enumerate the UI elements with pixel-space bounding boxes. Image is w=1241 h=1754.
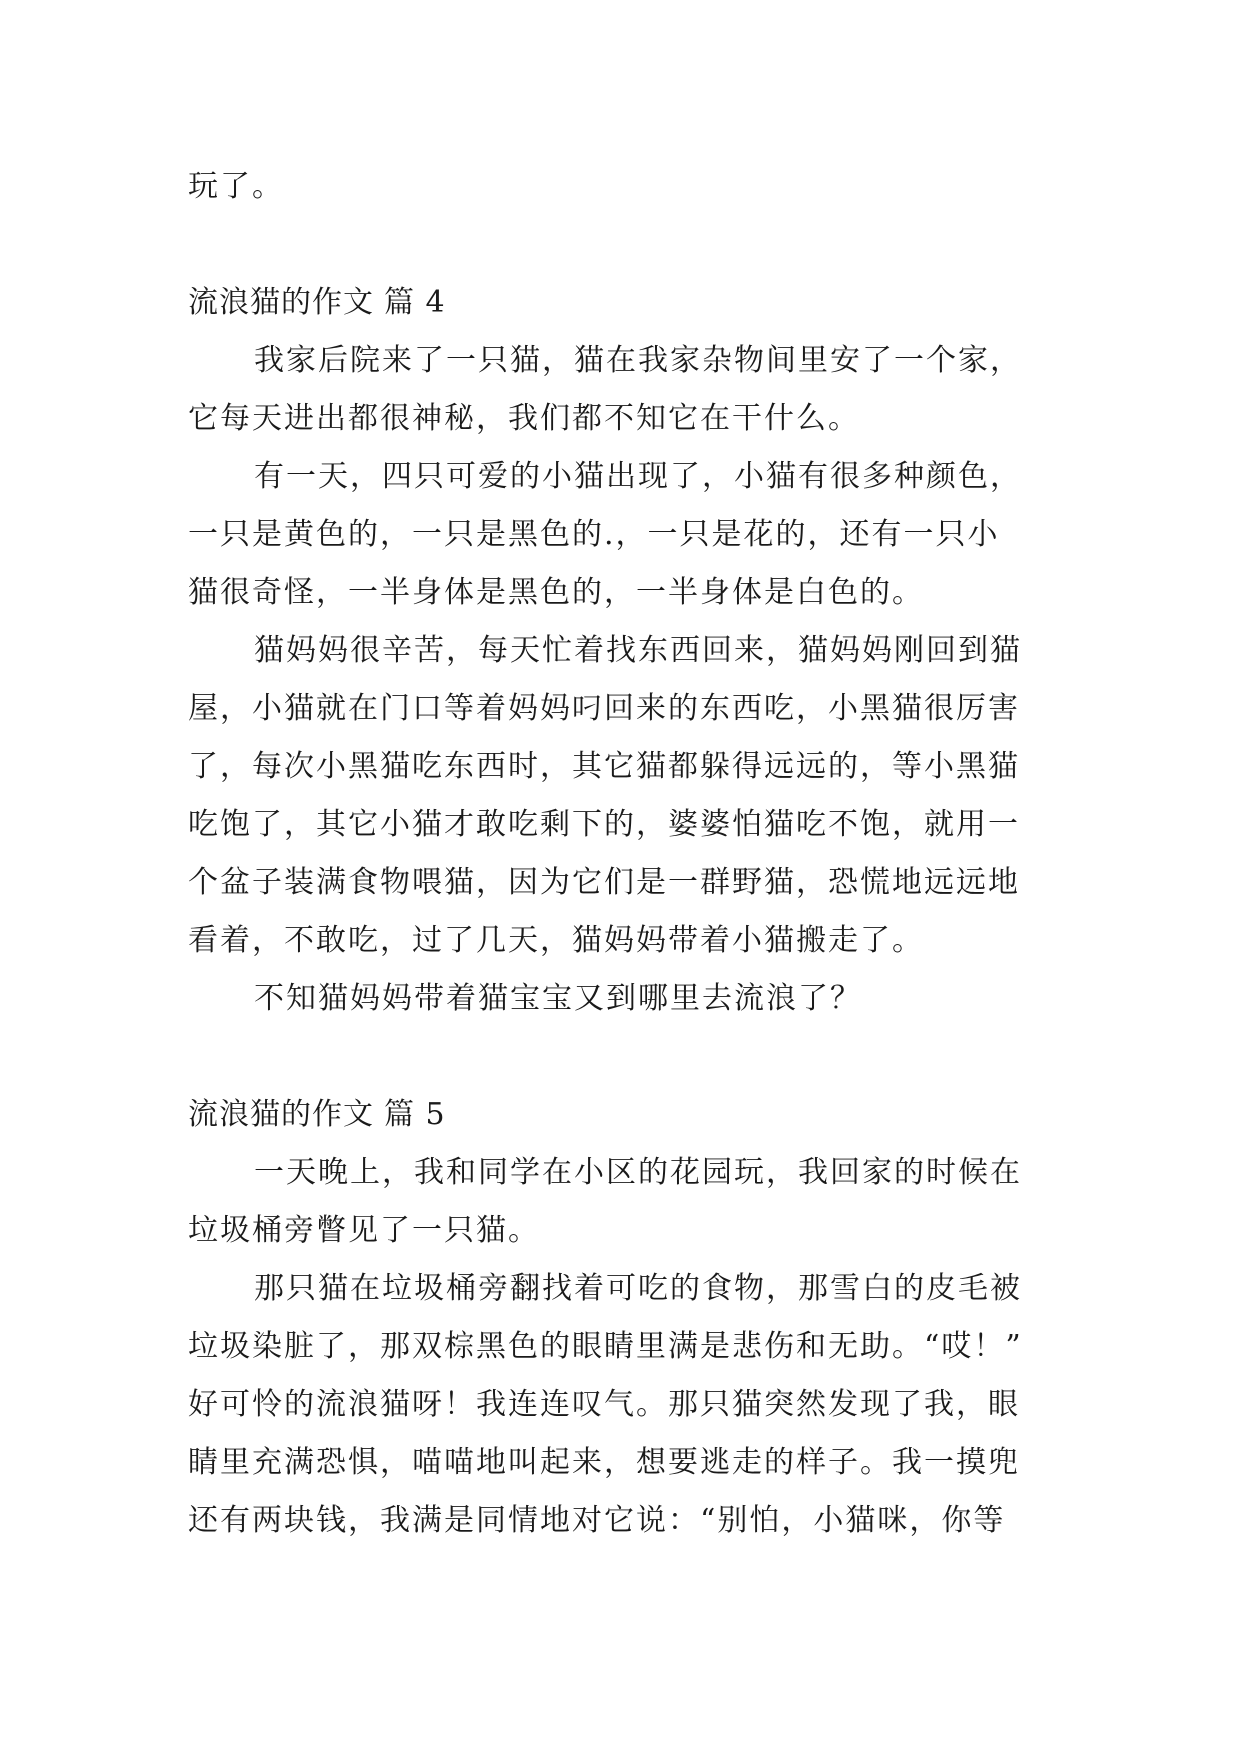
paragraph-line: 有一天，四只可爱的小猫出现了，小猫有很多种颜色， — [254, 459, 1022, 494]
paragraph-line: 睛里充满恐惧，喵喵地叫起来，想要逃走的样子。我一摸兜 — [188, 1445, 1020, 1480]
paragraph-line: 它每天进出都很神秘，我们都不知它在干什么。 — [188, 401, 860, 436]
paragraph-line: 还有两块钱，我满是同情地对它说：“别怕，小猫咪，你等 — [188, 1503, 1006, 1538]
paragraph-line: 个盆子装满食物喂猫，因为它们是一群野猫，恐慌地远远地 — [188, 865, 1020, 900]
section-heading-5 — [188, 1086, 1058, 1144]
paragraph-line: 一只是黄色的，一只是黑色的.，一只是花的，还有一只小 — [188, 517, 1000, 552]
section-heading-4 — [188, 274, 1058, 332]
text-line: 玩了。 — [188, 169, 284, 204]
heading-title: 流浪猫的作文 — [188, 1097, 374, 1132]
paragraph-line: 吃饱了，其它小猫才敢吃剩下的，婆婆怕猫吃不饱，就用一 — [188, 807, 1020, 842]
paragraph-line: 我家后院来了一只猫，猫在我家杂物间里安了一个家， — [254, 343, 1022, 378]
paragraph-line: 屋，小猫就在门口等着妈妈叼回来的东西吃，小黑猫很厉害 — [188, 691, 1020, 726]
heading-number: 篇 4 — [384, 285, 446, 320]
paragraph-line: 了，每次小黑猫吃东西时，其它猫都躲得远远的，等小黑猫 — [188, 749, 1020, 784]
heading-title: 流浪猫的作文 — [188, 285, 374, 320]
paragraph-line: 猫很奇怪，一半身体是黑色的，一半身体是白色的。 — [188, 575, 924, 610]
paragraph-line: 那只猫在垃圾桶旁翻找着可吃的食物，那雪白的皮毛被 — [254, 1271, 1022, 1306]
paragraph-line: 不知猫妈妈带着猫宝宝又到哪里去流浪了？ — [254, 981, 862, 1016]
paragraph-line: 垃圾桶旁瞥见了一只猫。 — [188, 1213, 540, 1248]
paragraph-line: 好可怜的流浪猫呀！我连连叹气。那只猫突然发现了我，眼 — [188, 1387, 1020, 1422]
paragraph-line: 看着，不敢吃，过了几天，猫妈妈带着小猫搬走了。 — [188, 923, 924, 958]
paragraph-line: 垃圾染脏了，那双棕黑色的眼睛里满是悲伤和无助。“哎！” — [188, 1329, 1023, 1364]
section-gap — [188, 216, 1058, 274]
section-gap — [188, 1028, 1058, 1086]
heading-number: 篇 5 — [384, 1097, 446, 1132]
document-body — [188, 158, 1058, 1550]
paragraph-line: 猫妈妈很辛苦，每天忙着找东西回来，猫妈妈刚回到猫 — [254, 633, 1022, 668]
paragraph-line: 一天晚上，我和同学在小区的花园玩，我回家的时候在 — [254, 1155, 1022, 1190]
